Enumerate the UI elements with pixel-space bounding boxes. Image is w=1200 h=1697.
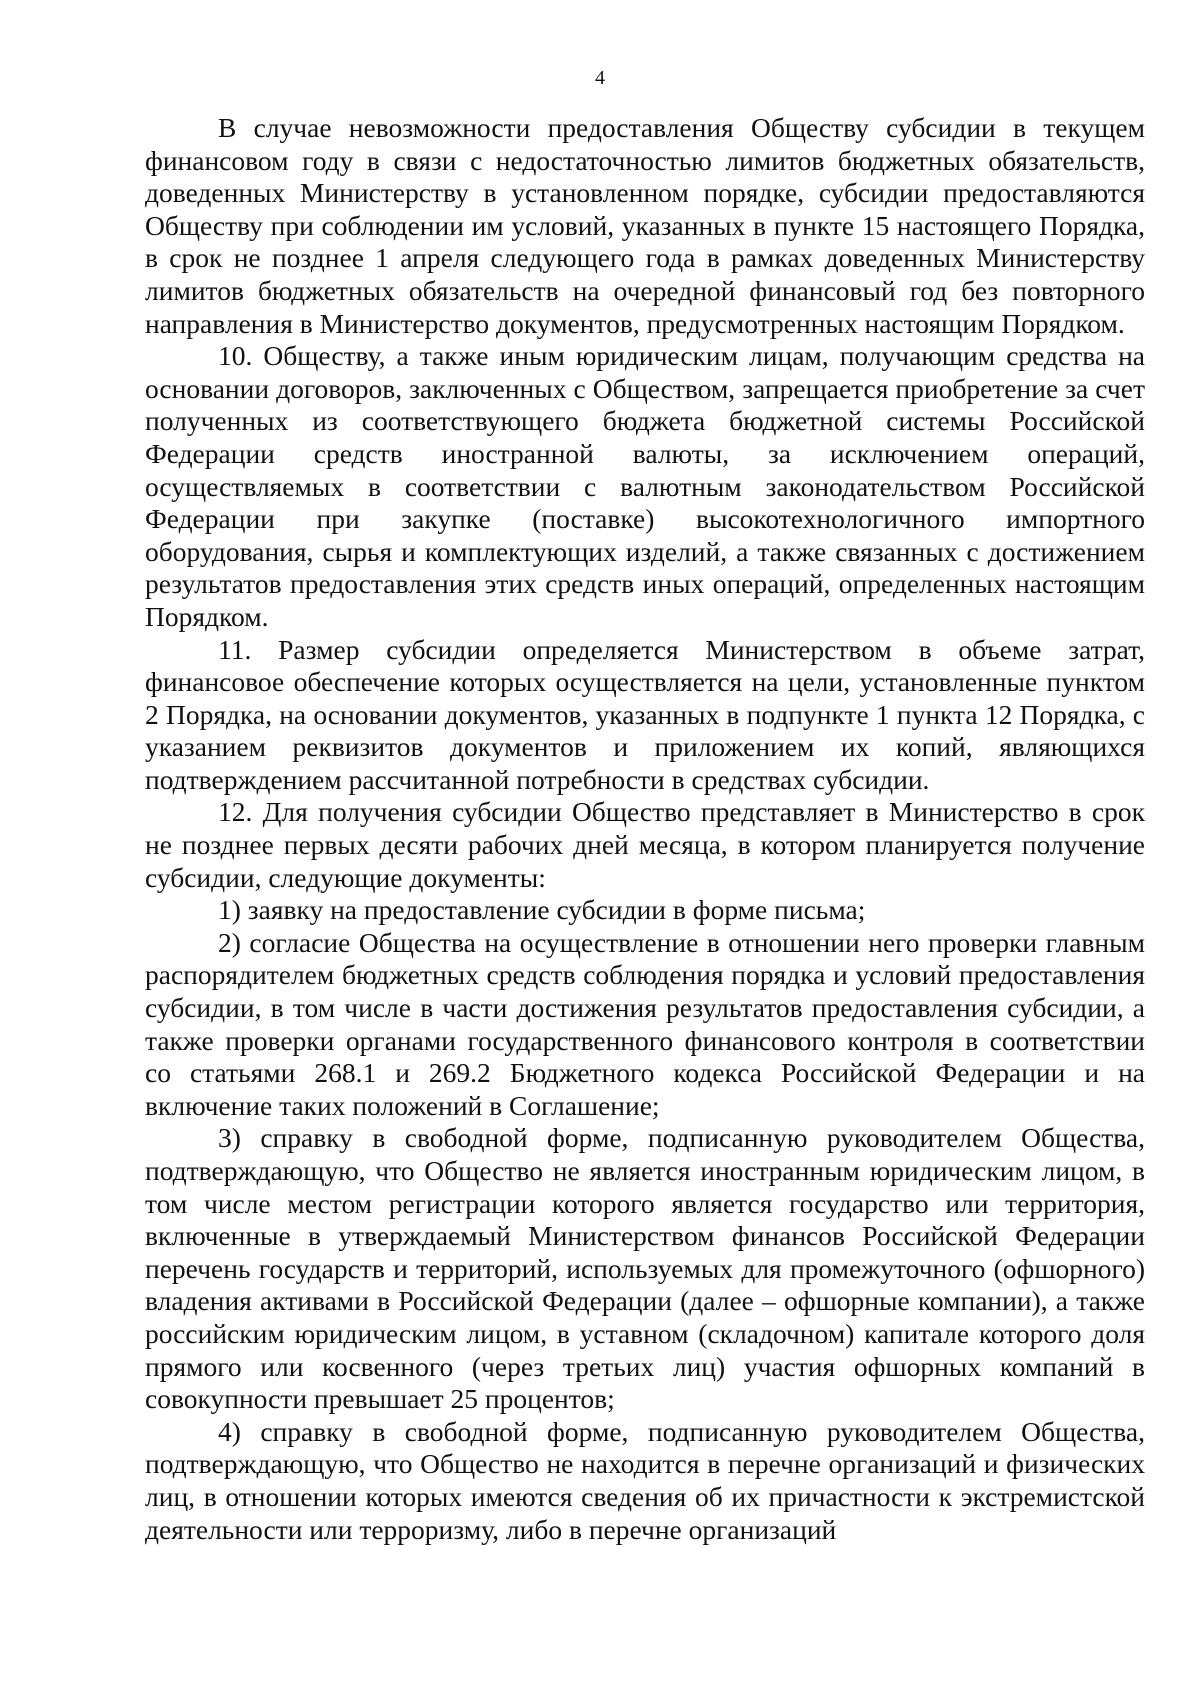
list-item-1: 1) заявку на предоставление субсидии в форме письма; <box>218 894 866 926</box>
paragraph-10: 10. Обществу, а также иным юридическим лицам, получающим средства на основании договоров, заключенных с Обществом, запрещается приобретение за счет полученных из соответствующего бюджета бюджетной системы Российской Федерации средств иностранной валюты, за исключением операций, осуществляемых в соответствии с валютным законодательством Российской Федерации при закупке (поставке) высокотехнологичного импортного оборудования, сырья и комплектующих изделий, а также связанных с достижением результатов предоставления этих средств иных операций, определенных настоящим Порядком. <box>145 340 1145 632</box>
list-item-3: 3) справку в свободной форме, подписанную руководителем Общества, подтверждающую, что Общество не является иностранным юридическим лицом, в том числе местом регистрации которого является государство или территория, включенные в утверждаемый Министерством финансов Российской Федерации перечень государств и территорий, используемых для промежуточного (офшорного) владения активами в Российской Федерации (далее – офшорные компании), а также российским юридическим лицом, в уставном (складочном) капитале которого доля прямого или косвенного (через третьих лиц) участия офшорных компаний в совокупности превышает 25 процентов; <box>145 1122 1145 1415</box>
paragraph-12: 12. Для получения субсидии Общество представляет в Министерство в срок не позднее первых десяти рабочих дней месяца, в котором планируется получение субсидии, следующие документы: <box>145 796 1145 893</box>
document-body <box>145 112 1145 1546</box>
paragraph-11: 11. Размер субсидии определяется Министерством в объеме затрат, финансовое обеспечение которых осуществляется на цели, установленные пунктом 2 Порядка, на основании документов, указанных в подпункте 1 пункта 12 Порядка, с указанием реквизитов документов и приложением их копий, являющихся подтверждением рассчитанной потребности в средствах субсидии. <box>145 633 1145 795</box>
list-item-4: 4) справку в свободной форме, подписанную руководителем Общества, подтверждающую, что Общество не находится в перечне организаций и физических лиц, в отношении которых имеются сведения об их причастности к экстремистской деятельности или терроризму, либо в перечне организаций <box>145 1415 1145 1545</box>
paragraph-limits: В случае невозможности предоставления Обществу субсидии в текущем финансовом году в связи с недостаточностью лимитов бюджетных обязательств, доведенных Министерству в установленном порядке, субсидии предоставляются Обществу при соблюдении им условий, указанных в пункте 15 настоящего Порядка, в срок не позднее 1 апреля следующего года в рамках доведенных Министерству лимитов бюджетных обязательств на очередной финансовый год без повторного направления в Министерство документов, предусмотренных настоящим Порядком. <box>145 112 1145 339</box>
page-number: 4 <box>595 67 605 89</box>
list-item-2: 2) согласие Общества на осуществление в отношении него проверки главным распорядителем бюджетных средств соблюдения порядка и условий предоставления субсидии, в том числе в части достижения результатов предоставления субсидии, а также проверки органами государственного финансового контроля в соответствии со статьями 268.1 и 269.2 Бюджетного кодекса Российской Федерации и на включение таких положений в Соглашение; <box>145 926 1145 1121</box>
